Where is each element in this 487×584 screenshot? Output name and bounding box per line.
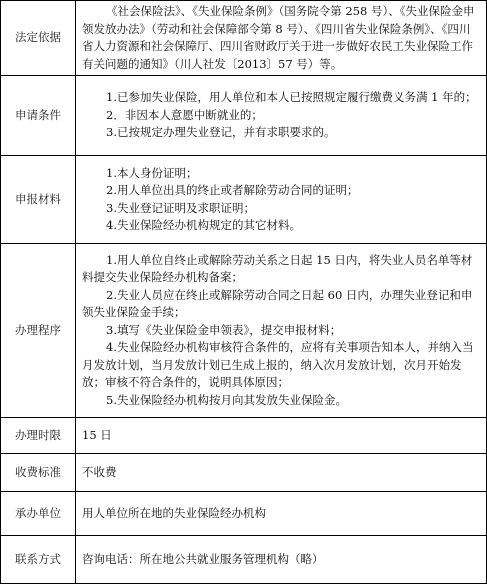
table-row xyxy=(1,244,487,418)
condition-item: 3.已按规定办理失业登记，并有求职要求的。 xyxy=(106,125,336,140)
row-content xyxy=(76,156,487,244)
row-content xyxy=(76,418,487,454)
material-item: 3.失业登记证明及求职证明； xyxy=(106,200,255,215)
table-row xyxy=(1,492,487,536)
table-row xyxy=(1,418,487,454)
material-item: 2.用人单位出具的终止或者解除劳动合同的证明； xyxy=(106,183,359,197)
row-label: 办理时限 xyxy=(1,418,76,454)
row-label: 申报材料 xyxy=(1,156,76,244)
row-label: 申请条件 xyxy=(1,76,76,156)
condition-item: 2．非因本人意愿中断就业的； xyxy=(106,107,263,122)
material-item: 4.失业保险经办机构规定的其它材料。 xyxy=(106,218,301,232)
table-row xyxy=(1,454,487,492)
row-label: 联系方式 xyxy=(1,536,76,584)
procedure-step: 5.失业保险经办机构按月向其发放失业保险金。 xyxy=(106,392,347,407)
row-label: 收费标准 xyxy=(1,454,76,492)
row-content xyxy=(76,76,487,156)
handling-unit-value: 用人单位所在地的失业保险经办机构 xyxy=(82,505,266,520)
procedure-step: 3.填写《失业保险金申领表》，提交申报材料； xyxy=(106,322,342,337)
procedure-step: 2.失业人员应在终止或解除劳动合同之日起 60 日内，办理失业登记和申领失业保险金手续； xyxy=(82,287,473,320)
condition-item: 1.已参加失业保险，用人单位和本人已按照规定履行缴费义务满 1 年的； xyxy=(106,90,477,105)
row-content xyxy=(76,244,487,418)
row-content xyxy=(76,454,487,492)
fee-value: 不收费 xyxy=(82,464,117,479)
table-row xyxy=(1,1,487,76)
row-label: 法定依据 xyxy=(1,1,76,76)
material-item: 1.本人身份证明； xyxy=(106,165,198,180)
time-limit-value: 15 日 xyxy=(82,427,112,442)
procedure-step: 1.用人单位自终止或解除劳动关系之日起 15 日内，将失业人员名单等材料提交失业保险经办机构备案； xyxy=(82,252,473,285)
row-label: 办理程序 xyxy=(1,244,76,418)
row-content xyxy=(76,536,487,584)
row-content xyxy=(76,492,487,536)
table-row xyxy=(1,76,487,156)
row-label: 承办单位 xyxy=(1,492,76,536)
contact-value: 咨询电话：所在地公共就业服务管理机构（略） xyxy=(82,551,324,566)
legal-basis-text: 《社会保险法》、《失业保险条例》（国务院令第 258 号）、《失业保险金申领发放办法》（劳动和社会保障部令第 8 号）、《四川省失业保险条例》、《四川省人力资源和社会保障厅、四川省财政厅关于进一步做好农民工失业保险工作有关问题的通知》（川人社发〔2013〕57 号）等。 xyxy=(82,4,475,71)
row-content xyxy=(76,1,487,76)
table-row xyxy=(1,536,487,584)
procedure-step: 4.失业保险经办机构审核符合条件的，应将有关事项告知本人，并纳入当月发放计划，当月发放计划已生成上报的，纳入次月发放计划，次月开始发放；审核不符合条件的，说明具体原因； xyxy=(82,340,474,390)
table-row xyxy=(1,156,487,244)
